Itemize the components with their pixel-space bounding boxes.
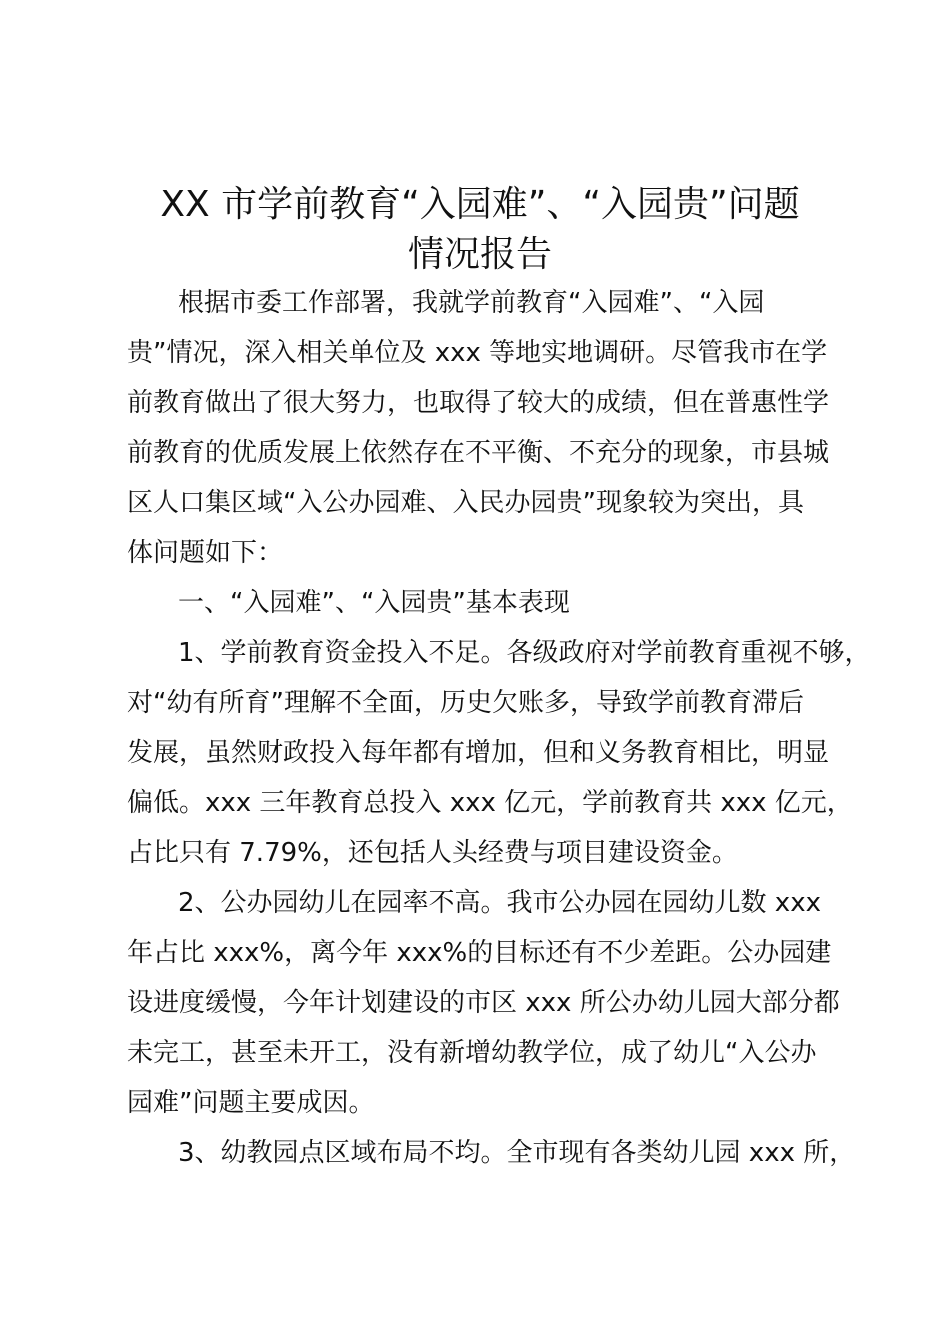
body-line: 偏低。xxx 三年教育总投入 xxx 亿元，学前教育共 xxx 亿元， bbox=[127, 788, 853, 818]
body-line: 对“幼有所育”理解不全面，历史欠账多，导致学前教育滞后 bbox=[127, 688, 804, 718]
body-line: 发展，虽然财政投入每年都有增加，但和义务教育相比，明显 bbox=[127, 738, 830, 768]
body-line: 体问题如下： bbox=[127, 538, 284, 568]
section-heading: 一、“入园难”、“入园贵”基本表现 bbox=[178, 588, 570, 618]
body-line: 前教育的优质发展上依然存在不平衡、不充分的现象，市县城 bbox=[127, 438, 830, 468]
body-line: 区人口集区域“入公办园难、入民办园贵”现象较为突出，具 bbox=[127, 488, 804, 518]
body-line: 2、公办园幼儿在园率不高。我市公办园在园幼儿数 xxx bbox=[178, 888, 821, 918]
body-line: 根据市委工作部署，我就学前教育“入园难”、“入园 bbox=[178, 288, 765, 318]
body-line: 设进度缓慢，今年计划建设的市区 xxx 所公办幼儿园大部分都 bbox=[127, 988, 840, 1018]
body-line: 3、幼教园点区域布局不均。全市现有各类幼儿园 xxx 所， bbox=[178, 1138, 856, 1168]
body-line: 园难”问题主要成因。 bbox=[127, 1088, 375, 1118]
body-line: 未完工，甚至未开工，没有新增幼教学位，成了幼儿“入公办 bbox=[127, 1038, 817, 1068]
body-line: 前教育做出了很大努力，也取得了较大的成绩，但在普惠性学 bbox=[127, 388, 830, 418]
document-title-line-1: XX 市学前教育“入园难”、“入园贵”问题 bbox=[160, 184, 800, 225]
body-line: 贵”情况，深入相关单位及 xxx 等地实地调研。尽管我市在学 bbox=[127, 338, 828, 368]
document-title-line-2: 情况报告 bbox=[407, 234, 552, 275]
body-line: 1、学前教育资金投入不足。各级政府对学前教育重视不够， bbox=[178, 638, 871, 668]
body-line: 年占比 xxx%，离今年 xxx%的目标还有不少差距。公办园建 bbox=[127, 938, 832, 968]
body-line: 占比只有 7.79%，还包括人头经费与项目建设资金。 bbox=[127, 838, 738, 868]
